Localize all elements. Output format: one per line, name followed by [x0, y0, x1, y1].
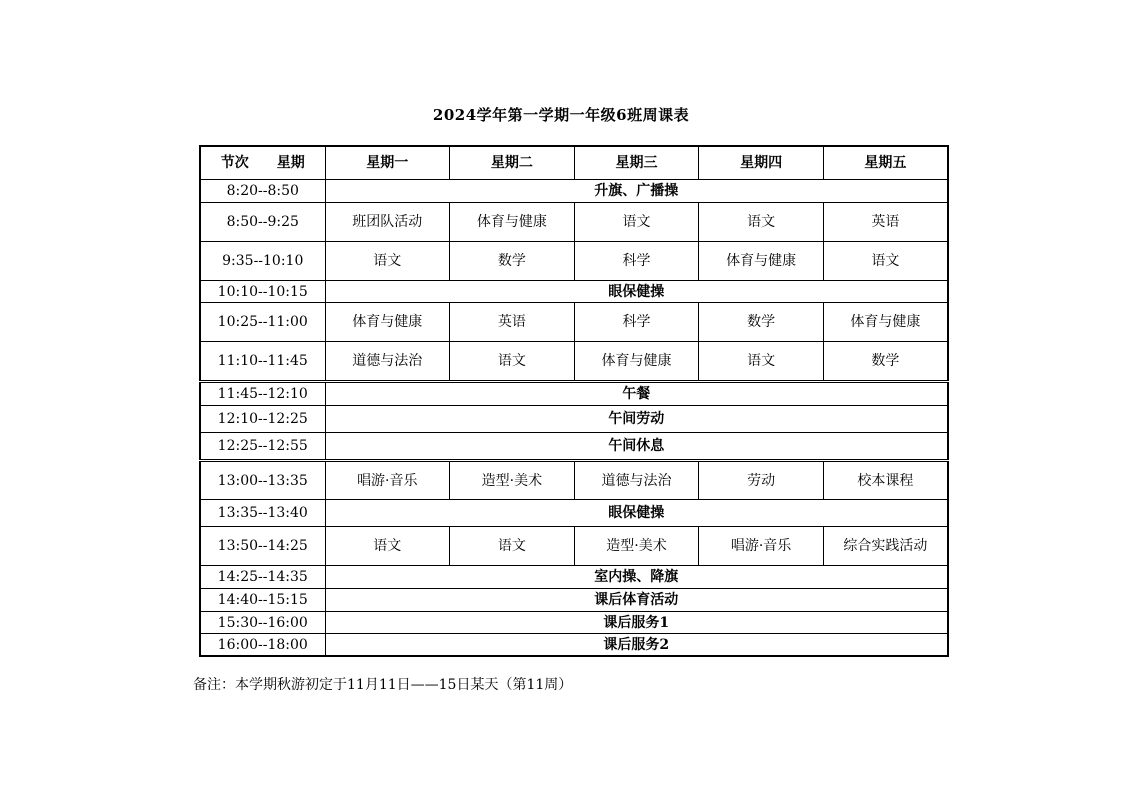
- activity-cell: 午间劳动: [325, 406, 948, 433]
- activity-cell: 眼保健操: [325, 500, 948, 527]
- table-row: [200, 527, 948, 566]
- class-cell: 体育与健康: [574, 342, 699, 382]
- time-cell: 13:35--13:40: [200, 500, 325, 527]
- time-cell: 15:30--16:00: [200, 612, 325, 634]
- class-cell: 数学: [699, 303, 824, 342]
- class-cell: 语文: [325, 242, 450, 281]
- time-cell: 13:50--14:25: [200, 527, 325, 566]
- class-cell: 英语: [450, 303, 575, 342]
- class-cell: 唱游·音乐: [325, 461, 450, 500]
- time-cell: 8:50--9:25: [200, 203, 325, 242]
- header-row: [200, 146, 948, 180]
- time-cell: 9:35--10:10: [200, 242, 325, 281]
- class-cell: 数学: [450, 242, 575, 281]
- class-cell: 班团队活动: [325, 203, 450, 242]
- activity-cell: 课后服务2: [325, 634, 948, 657]
- activity-cell: 升旗、广播操: [325, 180, 948, 203]
- schedule-table: [199, 145, 949, 657]
- day-header-mon: 星期一: [325, 146, 450, 180]
- time-cell: 12:25--12:55: [200, 433, 325, 461]
- table-row: [200, 406, 948, 433]
- activity-cell: 午间休息: [325, 433, 948, 461]
- day-header-fri: 星期五: [823, 146, 948, 180]
- table-row: [200, 634, 948, 657]
- table-row: [200, 303, 948, 342]
- class-cell: 造型·美术: [574, 527, 699, 566]
- table-row: [200, 500, 948, 527]
- class-cell: 数学: [823, 342, 948, 382]
- class-cell: 体育与健康: [823, 303, 948, 342]
- class-cell: 造型·美术: [450, 461, 575, 500]
- class-cell: 英语: [823, 203, 948, 242]
- table-row: [200, 433, 948, 461]
- table-row: [200, 203, 948, 242]
- class-cell: 语文: [450, 527, 575, 566]
- table-row: [200, 382, 948, 406]
- class-cell: 科学: [574, 303, 699, 342]
- table-row: [200, 342, 948, 382]
- class-cell: 体育与健康: [699, 242, 824, 281]
- time-cell: 16:00--18:00: [200, 634, 325, 657]
- class-cell: 语文: [699, 203, 824, 242]
- table-row: [200, 612, 948, 634]
- table-row: [200, 589, 948, 612]
- class-cell: 道德与法治: [325, 342, 450, 382]
- class-cell: 语文: [699, 342, 824, 382]
- time-cell: 10:10--10:15: [200, 281, 325, 303]
- day-header-thu: 星期四: [699, 146, 824, 180]
- class-cell: 语文: [574, 203, 699, 242]
- corner-label-weekday: 星期: [276, 155, 305, 171]
- class-cell: 体育与健康: [325, 303, 450, 342]
- activity-cell: 午餐: [325, 382, 948, 406]
- activity-cell: 眼保健操: [325, 281, 948, 303]
- page-title: 2024学年第一学期一年级6班周课表: [432, 106, 690, 124]
- time-cell: 11:10--11:45: [200, 342, 325, 382]
- activity-cell: 课后服务1: [325, 612, 948, 634]
- class-cell: 道德与法治: [574, 461, 699, 500]
- time-cell: 12:10--12:25: [200, 406, 325, 433]
- table-row: [200, 281, 948, 303]
- corner-label-period: 节次: [220, 155, 249, 171]
- activity-cell: 室内操、降旗: [325, 566, 948, 589]
- activity-cell: 课后体育活动: [325, 589, 948, 612]
- corner-header-cell: [200, 146, 325, 180]
- class-cell: 劳动: [699, 461, 824, 500]
- class-cell: 语文: [325, 527, 450, 566]
- time-cell: 8:20--8:50: [200, 180, 325, 203]
- class-cell: 综合实践活动: [823, 527, 948, 566]
- table-row: [200, 180, 948, 203]
- time-cell: 14:25--14:35: [200, 566, 325, 589]
- table-row: [200, 461, 948, 500]
- class-cell: 语文: [450, 342, 575, 382]
- class-cell: 科学: [574, 242, 699, 281]
- class-cell: 唱游·音乐: [699, 527, 824, 566]
- table-row: [200, 566, 948, 589]
- class-cell: 校本课程: [823, 461, 948, 500]
- time-cell: 10:25--11:00: [200, 303, 325, 342]
- class-cell: 语文: [823, 242, 948, 281]
- time-cell: 13:00--13:35: [200, 461, 325, 500]
- time-cell: 11:45--12:10: [200, 382, 325, 406]
- class-cell: 体育与健康: [450, 203, 575, 242]
- day-header-wed: 星期三: [574, 146, 699, 180]
- footnote: 备注：本学期秋游初定于11月11日——15日某天（第11周）: [193, 677, 573, 693]
- day-header-tue: 星期二: [450, 146, 575, 180]
- time-cell: 14:40--15:15: [200, 589, 325, 612]
- table-row: [200, 242, 948, 281]
